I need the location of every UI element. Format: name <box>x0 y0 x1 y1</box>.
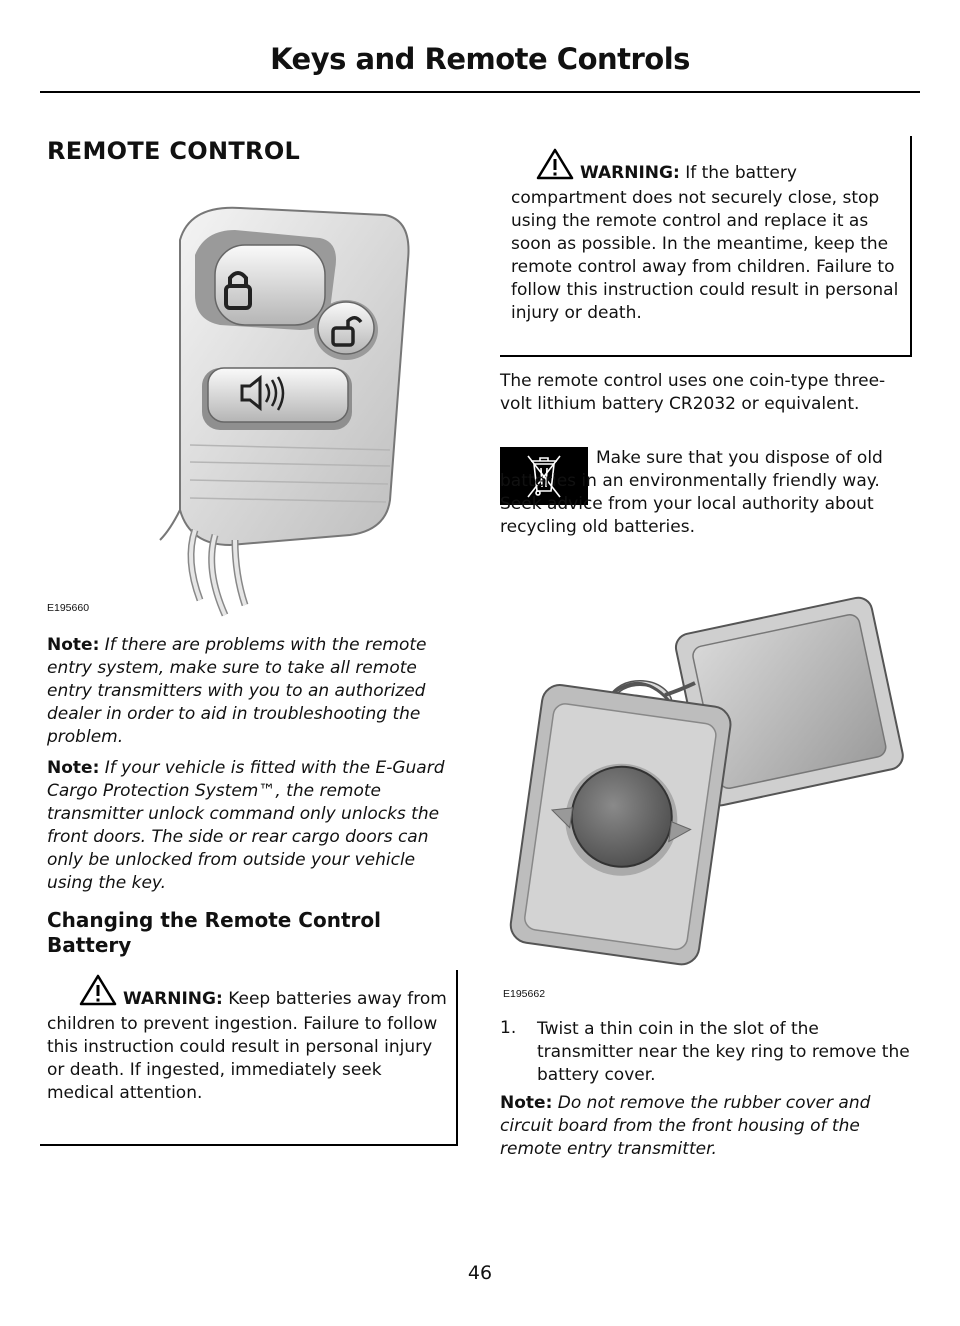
note-text: If there are problems with the remote entry system, make sure to take all remote entry transmitters with you to an authorized dealer in order to aid in troubleshooting the problem. <box>47 635 427 747</box>
warning-triangle-icon <box>536 148 574 187</box>
warning-label: WARNING: <box>580 163 680 183</box>
header-rule <box>40 91 920 93</box>
remote-fob-illustration <box>150 200 410 620</box>
note-label: Note: <box>500 1093 553 1113</box>
warning-label: WARNING: <box>123 989 223 1009</box>
note-label: Note: <box>47 758 100 778</box>
open-transmitter-illustration <box>505 595 915 975</box>
warning-box <box>40 970 458 1146</box>
note-paragraph <box>500 1092 912 1161</box>
page-header-title: Keys and Remote Controls <box>270 42 690 76</box>
section-heading: REMOTE CONTROL <box>47 137 301 165</box>
disposal-paragraph: Make sure that you dispose of old batteries in an environmentally friendly way. Seek advice from your local authority about recycling old batteries. <box>500 448 883 537</box>
warning-triangle-icon <box>79 974 117 1013</box>
note-label: Note: <box>47 635 100 655</box>
page-number: 46 <box>467 1262 493 1284</box>
note-text: If your vehicle is fitted with the E-Guard Cargo Protection System™, the remote transmitter unlock command only unlocks the front doors. The side or rear cargo doors can only be unlocked from outside your vehicle using the key. <box>47 758 445 893</box>
warning-text: If the battery compartment does not securely close, stop using the remote control and replace it as soon as possible. In the meantime, keep the remote control away from children. Failure to follow this instruction could result in personal injury or death. <box>511 163 899 323</box>
subsection-heading: Changing the Remote Control Battery <box>47 908 381 957</box>
note-text: Do not remove the rubber cover and circuit board from the front housing of the remote entry transmitter. <box>500 1093 871 1159</box>
warning-box <box>500 136 912 357</box>
note-paragraph <box>47 757 461 895</box>
note-paragraph <box>47 634 461 749</box>
battery-info-paragraph: The remote control uses one coin-type three-volt lithium battery CR2032 or equivalent. <box>500 371 886 414</box>
figure-code: E195660 <box>47 602 90 614</box>
warning-text: Keep batteries away from children to prevent ingestion. Failure to follow this instruction could result in personal injury or death. If ingested, immediately seek medical attention. <box>47 989 447 1103</box>
figure-code: E195662 <box>503 988 546 1000</box>
step-number: 1. <box>500 1018 517 1038</box>
step-text: Twist a thin coin in the slot of the transmitter near the key ring to remove the battery cover. <box>537 1019 910 1085</box>
